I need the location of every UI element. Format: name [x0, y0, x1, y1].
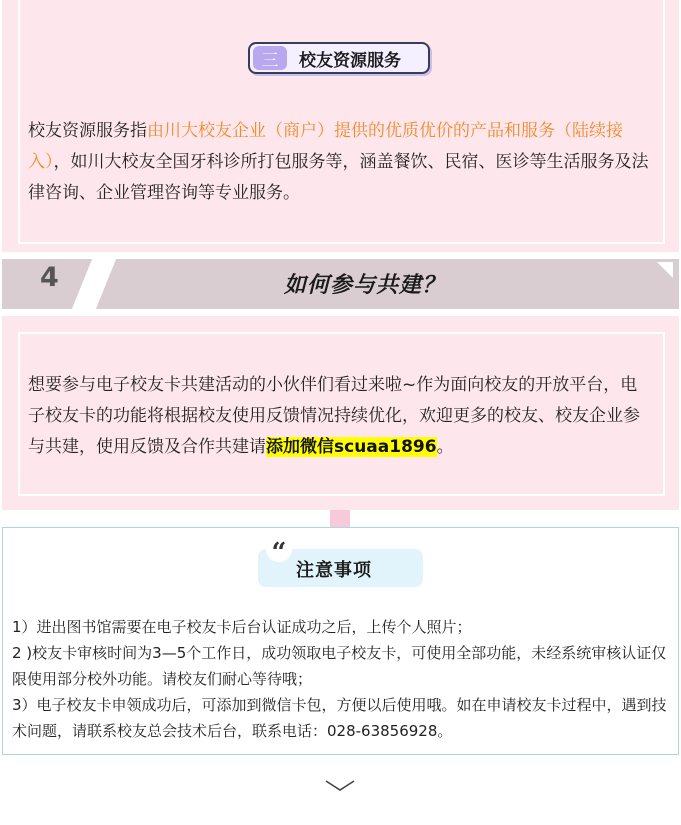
section-3-paragraph	[28, 116, 652, 209]
section-4-text-prefix: 想要参与电子校友卡共建活动的小伙伴们看过来啦~作为面向校友的开放平台，电子校友卡的功能将根据校友使用反馈情况持续优化，欢迎更多的校友、校友企业参与共建，使用反馈及合作共建请	[28, 375, 640, 457]
section-3-heading	[248, 42, 430, 74]
section-4-title: 如何参与共建？	[284, 273, 446, 298]
notes-item: 3）电子校友卡申领成功后，可添加到微信卡包，方便以后使用哦。如在申请校友卡过程中，遇到技术问题，请联系校友总会技术后台，联系电话：028-63856928。	[12, 696, 667, 740]
notes-item: 1）进出图书馆需要在电子校友卡后台认证成功之后，上传个人照片；	[12, 618, 472, 636]
section-3-text-highlight: 由川大校友企业（商户）提供的优质优价的产品和服务（陆续接入）	[28, 121, 623, 172]
chevron-down-icon[interactable]	[324, 778, 356, 794]
section-4-header-corner	[657, 262, 673, 278]
section-4-number: 4	[40, 262, 59, 293]
section-3-number: 三	[253, 46, 287, 70]
section-4-text-suffix: 。	[436, 437, 454, 457]
notes-title: 注意事项	[296, 560, 372, 581]
notes-list	[12, 614, 668, 744]
section-3-text-prefix: 校友资源服务指	[28, 121, 147, 141]
wechat-contact-highlight: 添加微信scuaa1896	[266, 437, 437, 457]
quote-icon: “	[266, 536, 292, 562]
section-3-text-suffix: ，如川大校友全国牙科诊所打包服务等，涵盖餐饮、民宿、医诊等生活服务及法律咨询、企业管理咨询等专业服务。	[28, 152, 649, 203]
notes-item: 2 )校友卡审核时间为3—5个工作日，成功领取电子校友卡，可使用全部功能，未经系统审核认证仅限使用部分校外功能。请校友们耐心等待哦；	[12, 644, 667, 688]
section-3-title: 校友资源服务	[299, 50, 401, 71]
section-4-paragraph	[28, 370, 652, 463]
